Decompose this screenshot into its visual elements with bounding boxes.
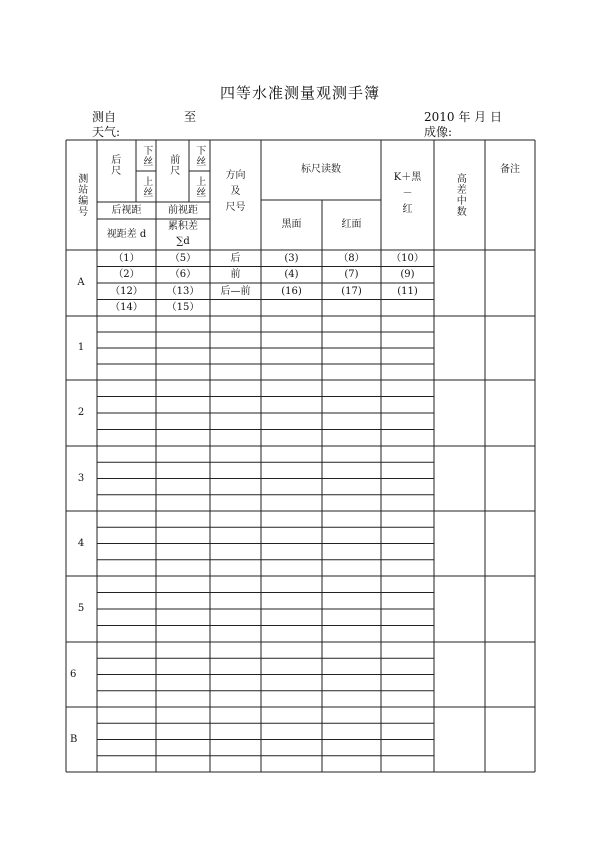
header-k-label-3: 红 [402,204,413,216]
header-front-staff: 前尺 [167,154,179,176]
example-cell: (11) [397,285,418,297]
station-label-a: A [77,277,85,289]
example-cell: （2） [113,269,140,280]
example-cell: （8） [338,252,365,264]
header-station-no: 测站编号 [75,173,87,217]
header-back-lower-wire: 下丝 [140,144,152,167]
header-mean-height-diff: 高差中数 [454,173,466,217]
header-direction-1: 方向 [225,170,246,182]
example-cell: (7) [344,269,359,280]
header-distance-diff: 视距差 d [106,228,147,240]
header-direction-3: 尺号 [225,202,246,214]
station-label: 1 [77,342,85,354]
example-cell: 后 [230,252,241,264]
header-back-distance: 后视距 [111,204,142,216]
example-cell [210,300,261,317]
header-k-label-2: － [402,188,413,200]
header-k-label-1: K＋黑 [393,172,422,184]
example-cell: (3) [284,252,299,264]
header-front-distance: 前视距 [168,204,198,216]
header-cumulative-diff-2: ∑d [176,235,190,247]
station-label: 3 [77,472,85,484]
example-cell: （10） [391,252,424,264]
example-cell: 前 [230,269,241,280]
station-label: 2 [77,407,85,419]
example-cell: 后—前 [220,285,251,297]
to-label: 至 [184,110,197,124]
example-cell: (9) [400,269,415,280]
header-direction-2: 及 [230,186,241,198]
header-front-lower-wire: 下丝 [193,144,205,167]
header-red-face: 红面 [341,219,362,231]
header-remarks: 备注 [500,164,520,176]
header-back-staff: 后尺 [108,154,120,176]
example-cell [322,300,381,317]
example-cell: （1） [113,252,140,264]
example-cell: （14） [110,302,143,313]
station-label: 5 [77,603,85,615]
example-cell [261,300,322,317]
imaging-label: 成像: [424,125,453,139]
example-cell: (4) [284,269,299,280]
example-cell: （15） [166,302,200,313]
header-front-upper-wire: 上丝 [193,175,205,198]
date-label: 2010 年 月 日 [424,110,502,124]
page-title: 四等水准测量观测手簿 [219,84,380,102]
example-cell: （5） [169,252,197,264]
header-cumulative-diff-1: 累积差 [168,220,198,232]
example-cell: （6） [169,269,197,280]
header-staff-reading: 标尺读数 [301,164,341,176]
example-cell [381,300,434,317]
station-label: 6 [70,668,77,680]
example-cell: (17) [341,285,362,297]
example-cell: （12） [110,285,143,297]
header-back-upper-wire: 上丝 [140,175,152,198]
example-cell: (16) [281,285,302,297]
station-label: B [70,733,78,745]
header-black-face: 黑面 [281,219,302,231]
station-label: 4 [77,537,85,549]
example-cell: （13） [166,285,200,297]
weather-label: 天气: [92,125,121,139]
measure-from-label: 测自 [92,110,117,124]
